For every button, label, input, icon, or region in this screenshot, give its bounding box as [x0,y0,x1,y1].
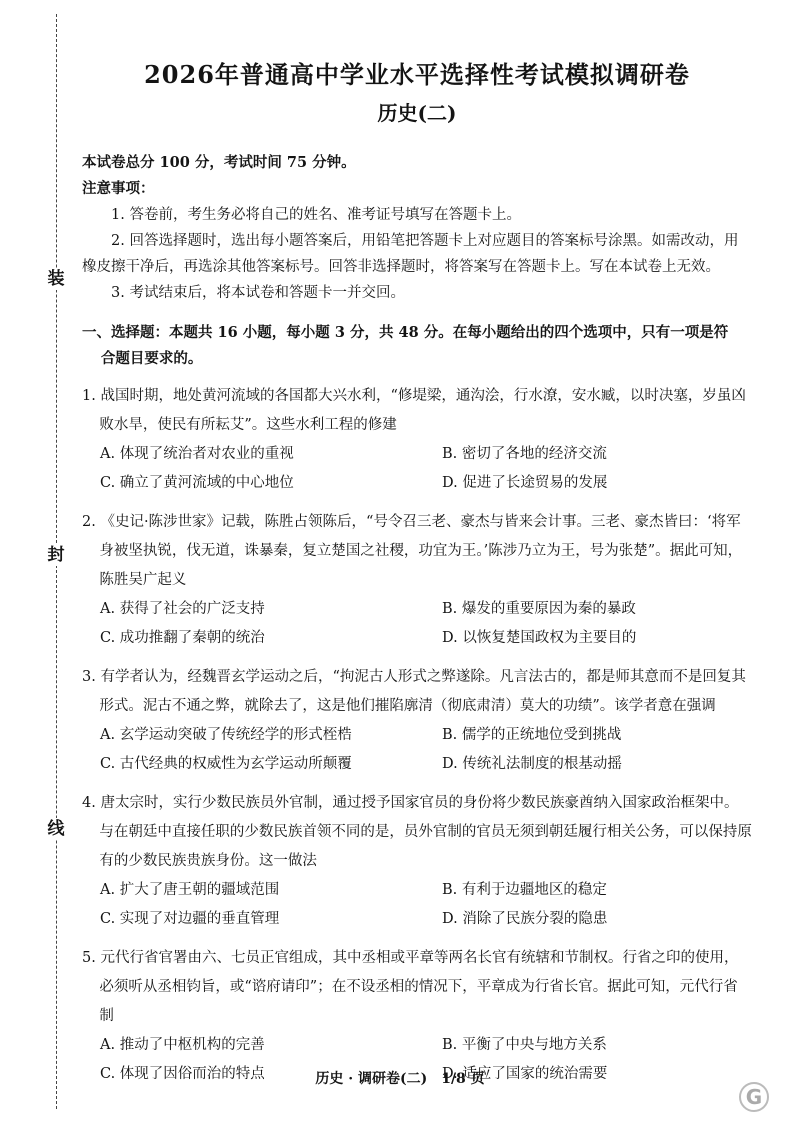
score-time-line: 本试卷总分 100 分，考试时间 75 分钟。 [82,154,356,171]
option-a: A. 扩大了唐王朝的疆域范围 [100,882,280,898]
section-heading-line1: 一、选择题：本题共 16 小题，每小题 3 分，共 48 分。在每小题给出的四个选项中，只有一项是符 [82,324,729,341]
option-d: D. 以恢复楚国政权为主要目的 [442,630,637,646]
corner-logo-icon [737,1080,771,1114]
question-4 [82,789,752,934]
question-1 [82,382,752,498]
option-c: C. 实现了对边疆的垂直管理 [100,911,280,927]
option-a: A. 获得了社会的广泛支持 [100,601,265,617]
question-options [82,440,752,498]
option-b: B. 密切了各地的经济交流 [442,446,607,462]
notice-item: 3. 考试结束后，将本试卷和答题卡一并交回。 [111,285,405,301]
exam-instructions [82,150,752,306]
question-2 [82,508,752,653]
notice-item: 1. 答卷前，考生务必将自己的姓名、准考证号填写在答题卡上。 [111,207,521,223]
margin-mark-feng: 封 [45,544,67,566]
notice-item: 2. 回答选择题时，选出每小题答案后，用铅笔把答题卡上对应题目的答案标号涂黑。如需改动，用橡皮擦干净后，再选涂其他答案标号。回答非选择题时，将答案写在答题卡上。写在本试卷上无效。 [82,233,739,275]
notice-title: 注意事项： [82,180,155,197]
section-heading [82,320,752,372]
margin-mark-xian: 线 [45,818,67,840]
exam-title: 2026年普通高中学业水平选择性考试模拟调研卷 [144,60,690,89]
option-d: D. 适应了国家的统治需要 [442,1066,608,1082]
question-stem: 1. 战国时期，地处黄河流域的各国都大兴水利，“修堤梁，通沟浍，行水潦，安水臧，以时决塞，岁虽凶败水旱，使民有所耘艾”。这些水利工程的修建 [82,388,746,433]
option-c: C. 体现了因俗而治的特点 [100,1066,265,1082]
option-a: A. 推动了中枢机构的完善 [100,1037,265,1053]
option-d: D. 消除了民族分裂的隐患 [442,911,608,927]
corner-logo-letter: G [745,1085,763,1109]
option-d: D. 传统礼法制度的根基动摇 [442,756,622,772]
question-stem: 4. 唐太宗时，实行少数民族员外官制，通过授予国家官员的身份将少数民族豪酋纳入国家政治框架中。与在朝廷中直接任职的少数民族首领不同的是，员外官制的官员无须到朝廷履行相关公务，可以保持原有的少数民族贵族身份。这一做法 [82,795,752,869]
question-options [82,595,752,653]
option-c: C. 成功推翻了秦朝的统治 [100,630,265,646]
exam-page [82,58,752,1089]
question-stem: 5. 元代行省官署由六、七员正官组成，其中丞相或平章等两名长官有统辖和节制权。行省之印的使用，必须听从丞相钧旨，或“谘府请印”；在不设丞相的情况下，平章成为行省长官。据此可知，元代行省制 [82,950,739,1024]
option-b: B. 平衡了中央与地方关系 [442,1037,607,1053]
question-3 [82,663,752,779]
option-c: C. 古代经典的权威性为玄学运动所颠覆 [100,756,352,772]
exam-subtitle: 历史(二) [377,101,457,125]
option-b: B. 儒学的正统地位受到挑战 [442,727,622,743]
question-stem: 3. 有学者认为，经魏晋玄学运动之后，“拘泥古人形式之弊遂除。凡言法古的，都是师其意而不是回复其形式。泥古不通之弊，就除去了，这是他们摧陷廓清（彻底肃清）莫大的功绩”。该学者意在强调 [82,669,746,714]
option-a: A. 玄学运动突破了传统经学的形式桎梏 [100,727,352,743]
option-c: C. 确立了黄河流域的中心地位 [100,475,294,491]
question-options [82,876,752,934]
option-b: B. 爆发的重要原因为秦的暴政 [442,601,636,617]
question-stem: 2. 《史记·陈涉世家》记载，陈胜占领陈后，“号令召三老、豪杰与皆来会计事。三老、豪杰皆曰：‘将军身被坚执锐，伐无道，诛暴秦，复立楚国之社稷，功宜为王。’陈涉乃立为王，号为张楚”。据此可知，陈胜吴广起义 [82,514,743,588]
page-footer: 历史 · 调研卷(二) 1/8 页 [315,1071,485,1087]
option-a: A. 体现了统治者对农业的重视 [100,446,294,462]
margin-mark-zhuang: 装 [45,268,67,290]
section-heading-line2: 合题目要求的。 [100,350,203,367]
option-d: D. 促进了长途贸易的发展 [442,475,608,491]
option-b: B. 有利于边疆地区的稳定 [442,882,607,898]
question-options [82,721,752,779]
